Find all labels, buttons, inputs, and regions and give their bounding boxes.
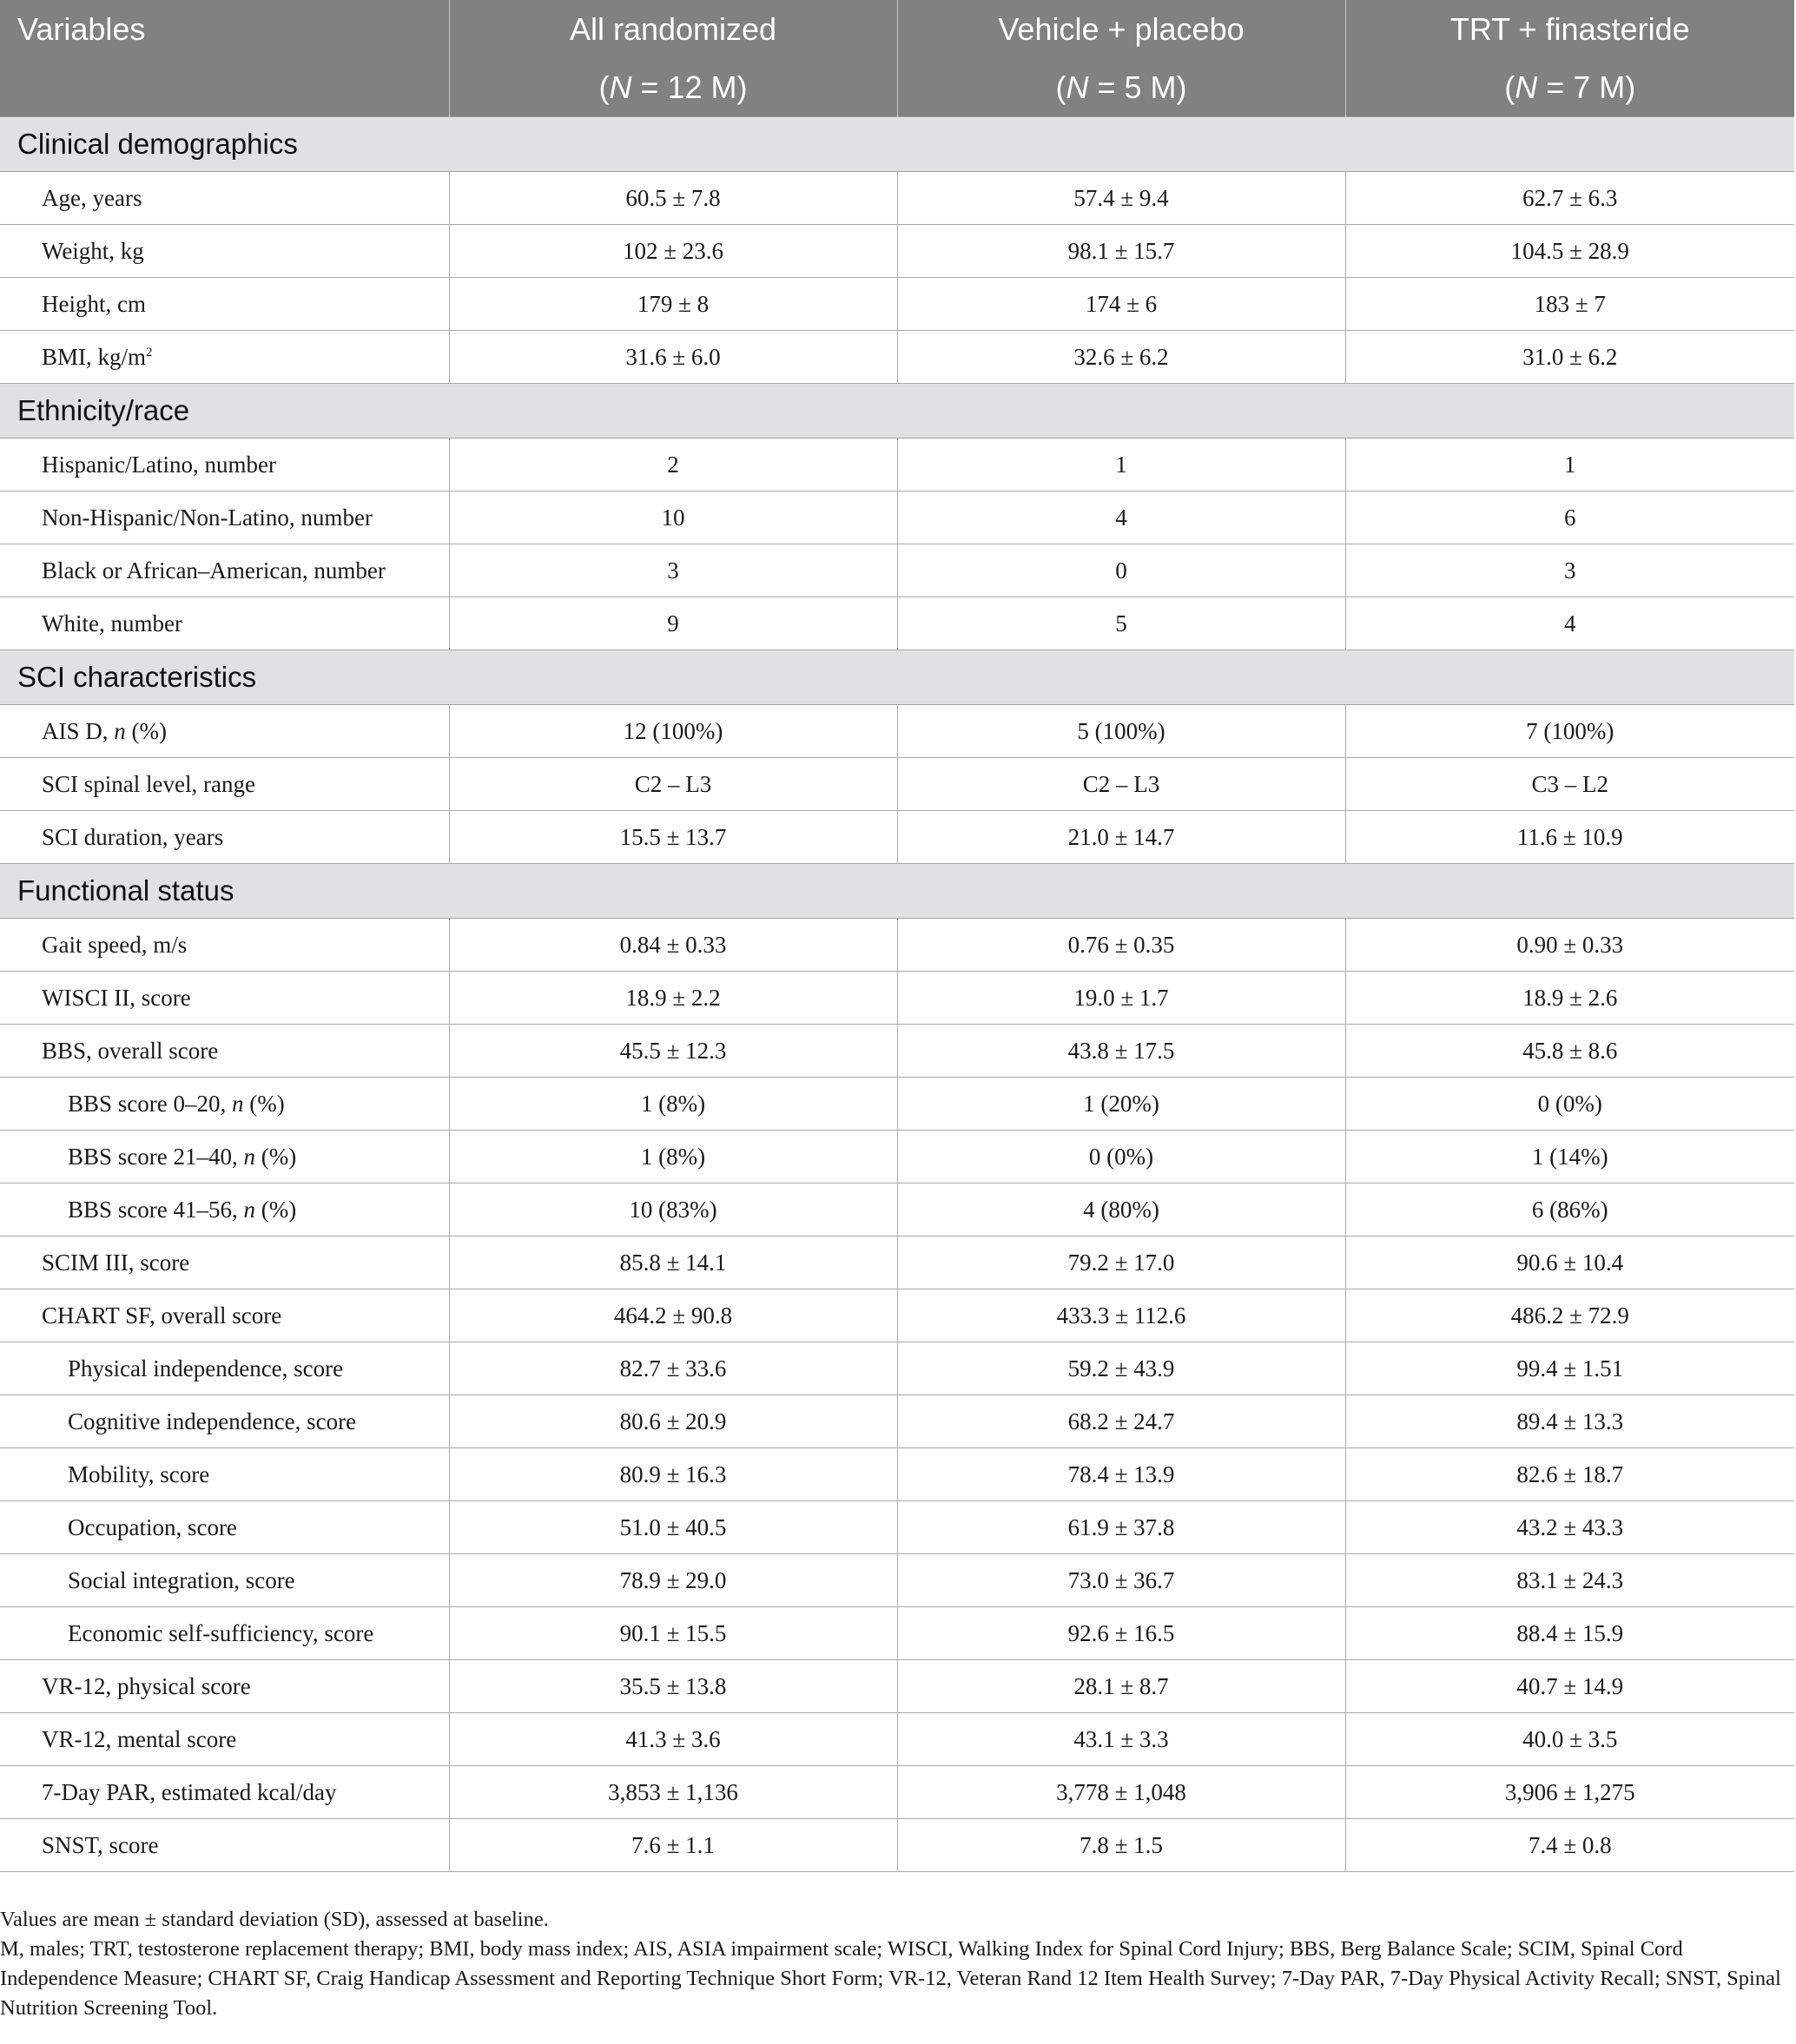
row-label — [0, 1819, 449, 1872]
table-cell: 21.0 ± 14.7 — [897, 811, 1345, 864]
row-label-suffix: (%) — [255, 1196, 297, 1223]
table-row — [0, 1236, 1794, 1289]
row-label-text: White, number — [42, 610, 182, 636]
table-cell: 0.84 ± 0.33 — [449, 919, 897, 972]
table-row — [0, 758, 1794, 811]
table-row — [0, 172, 1794, 225]
row-label-text: WISCI II, score — [42, 984, 191, 1011]
table-row — [0, 1395, 1794, 1448]
table-row — [0, 1342, 1794, 1395]
table-cell: 82.6 ± 18.7 — [1345, 1448, 1794, 1501]
table-row — [0, 1184, 1794, 1236]
table-cell: 179 ± 8 — [449, 278, 897, 331]
row-label — [0, 705, 449, 758]
table-cell: 433.3 ± 112.6 — [897, 1289, 1345, 1342]
row-label — [0, 225, 449, 278]
table-row — [0, 278, 1794, 331]
table-cell: 61.9 ± 37.8 — [897, 1501, 1345, 1554]
table-row — [0, 331, 1794, 384]
row-label-text: Economic self-sufficiency, score — [68, 1619, 374, 1646]
row-label-text: Age, years — [42, 184, 142, 211]
table-row — [0, 1078, 1794, 1131]
section-header-row — [0, 384, 1794, 438]
row-label-text: Gait speed, m/s — [42, 931, 188, 958]
table-cell: 3,853 ± 1,136 — [449, 1766, 897, 1819]
table-cell: 3 — [449, 544, 897, 597]
table-cell: 464.2 ± 90.8 — [449, 1289, 897, 1342]
table-cell: C2 – L3 — [897, 758, 1345, 811]
table-cell: 60.5 ± 7.8 — [449, 172, 897, 225]
row-label-text: CHART SF, overall score — [42, 1302, 282, 1329]
table-row — [0, 972, 1794, 1025]
table-row — [0, 811, 1794, 864]
row-label-suffix: (%) — [255, 1143, 297, 1170]
table-cell: 7 (100%) — [1345, 705, 1794, 758]
table-row — [0, 1554, 1794, 1607]
table-cell: 89.4 ± 13.3 — [1345, 1395, 1794, 1448]
table-cell: 4 — [1345, 597, 1794, 650]
table-cell: 183 ± 7 — [1345, 278, 1794, 331]
table-cell: 104.5 ± 28.9 — [1345, 225, 1794, 278]
header-n-trt: (N = 7 M) — [1345, 59, 1794, 117]
row-label-text: SCIM III, score — [42, 1249, 190, 1276]
table-cell: 28.1 ± 8.7 — [897, 1660, 1345, 1713]
table-cell: 3,778 ± 1,048 — [897, 1766, 1345, 1819]
table-cell: 68.2 ± 24.7 — [897, 1395, 1345, 1448]
table-row — [0, 1289, 1794, 1342]
table-cell: 78.4 ± 13.9 — [897, 1448, 1345, 1501]
row-label — [0, 758, 449, 811]
table-cell: 32.6 ± 6.2 — [897, 331, 1345, 384]
table-row — [0, 1660, 1794, 1713]
table-cell: C2 – L3 — [449, 758, 897, 811]
table-row — [0, 597, 1794, 650]
table-cell: 7.6 ± 1.1 — [449, 1819, 897, 1872]
row-label — [0, 172, 449, 225]
table-cell: 486.2 ± 72.9 — [1345, 1289, 1794, 1342]
table-cell: C3 – L2 — [1345, 758, 1794, 811]
row-label — [0, 1342, 449, 1395]
table-cell: 10 (83%) — [449, 1184, 897, 1236]
table-cell: 19.0 ± 1.7 — [897, 972, 1345, 1025]
table-cell: 73.0 ± 36.7 — [897, 1554, 1345, 1607]
row-label — [0, 972, 449, 1025]
table-footnotes — [0, 1905, 1789, 2023]
table-cell: 40.0 ± 3.5 — [1345, 1713, 1794, 1766]
header-variables: Variables — [0, 0, 449, 59]
row-label — [0, 278, 449, 331]
row-label — [0, 1554, 449, 1607]
table-cell: 43.8 ± 17.5 — [897, 1025, 1345, 1078]
table-cell: 45.5 ± 12.3 — [449, 1025, 897, 1078]
table-row — [0, 705, 1794, 758]
table-cell: 45.8 ± 8.6 — [1345, 1025, 1794, 1078]
table-row — [0, 225, 1794, 278]
row-label-text: Mobility, score — [68, 1460, 210, 1487]
table-cell: 6 (86%) — [1345, 1184, 1794, 1236]
row-label-text: BBS score 41–56, — [68, 1196, 244, 1223]
table-cell: 82.7 ± 33.6 — [449, 1342, 897, 1395]
table-cell: 99.4 ± 1.51 — [1345, 1342, 1794, 1395]
row-label-text: Hispanic/Latino, number — [42, 451, 276, 478]
header-blank — [0, 59, 449, 117]
table-cell: 0 (0%) — [1345, 1078, 1794, 1131]
row-label — [0, 1501, 449, 1554]
section-header-row — [0, 864, 1794, 919]
table-cell: 80.6 ± 20.9 — [449, 1395, 897, 1448]
row-label-italic: n — [243, 1196, 255, 1223]
row-label — [0, 811, 449, 864]
table-cell: 98.1 ± 15.7 — [897, 225, 1345, 278]
table-row — [0, 1819, 1794, 1872]
row-label-text: BBS score 21–40, — [68, 1143, 244, 1170]
section-title: Ethnicity/race — [0, 384, 1794, 438]
table-cell: 0.90 ± 0.33 — [1345, 919, 1794, 972]
table-cell: 78.9 ± 29.0 — [449, 1554, 897, 1607]
table-header — [0, 0, 1794, 117]
table-cell: 40.7 ± 14.9 — [1345, 1660, 1794, 1713]
row-label — [0, 438, 449, 491]
table-cell: 102 ± 23.6 — [449, 225, 897, 278]
table-cell: 1 (8%) — [449, 1131, 897, 1184]
row-label-text: VR-12, mental score — [42, 1725, 237, 1752]
row-label-italic: n — [114, 717, 126, 744]
row-label-text: Social integration, score — [68, 1566, 295, 1593]
table-row — [0, 544, 1794, 597]
section-header-row — [0, 117, 1794, 172]
row-label — [0, 1289, 449, 1342]
row-label-text: Height, cm — [42, 290, 146, 317]
row-label-italic: n — [243, 1143, 255, 1170]
row-label — [0, 919, 449, 972]
row-label — [0, 1766, 449, 1819]
table-cell: 43.2 ± 43.3 — [1345, 1501, 1794, 1554]
table-cell: 59.2 ± 43.9 — [897, 1342, 1345, 1395]
table-row — [0, 438, 1794, 491]
table-cell: 31.6 ± 6.0 — [449, 331, 897, 384]
row-label-suffix: (%) — [125, 717, 167, 744]
table-cell: 41.3 ± 3.6 — [449, 1713, 897, 1766]
table-cell: 18.9 ± 2.2 — [449, 972, 897, 1025]
section-title: SCI characteristics — [0, 650, 1794, 705]
table-cell: 79.2 ± 17.0 — [897, 1236, 1345, 1289]
table-cell: 7.4 ± 0.8 — [1345, 1819, 1794, 1872]
row-label-text: Weight, kg — [42, 237, 144, 264]
table-row — [0, 1607, 1794, 1660]
table-cell: 51.0 ± 40.5 — [449, 1501, 897, 1554]
table-cell: 0 — [897, 544, 1345, 597]
header-group-all: All randomized — [449, 0, 897, 59]
row-label-text: Non-Hispanic/Non-Latino, number — [42, 504, 373, 531]
table-row — [0, 1448, 1794, 1501]
table-cell: 92.6 ± 16.5 — [897, 1607, 1345, 1660]
row-label — [0, 491, 449, 544]
table-cell: 1 — [897, 438, 1345, 491]
row-label-text: BBS score 0–20, — [68, 1090, 232, 1117]
row-label — [0, 1607, 449, 1660]
table-cell: 85.8 ± 14.1 — [449, 1236, 897, 1289]
row-label-text: Occupation, score — [68, 1513, 237, 1540]
row-label — [0, 1713, 449, 1766]
row-label-text: SCI spinal level, range — [42, 770, 255, 797]
table-row — [0, 1025, 1794, 1078]
table-cell: 11.6 ± 10.9 — [1345, 811, 1794, 864]
table-cell: 4 — [897, 491, 1345, 544]
row-label — [0, 544, 449, 597]
header-n-vehicle: (N = 5 M) — [897, 59, 1345, 117]
row-label-text: SNST, score — [42, 1831, 159, 1858]
row-label-text: Black or African–American, number — [42, 557, 386, 584]
table-cell: 1 — [1345, 438, 1794, 491]
footnote-values: Values are mean ± standard deviation (SD), assessed at baseline. — [0, 1908, 549, 1931]
row-label-text: BBS, overall score — [42, 1037, 219, 1064]
table-cell: 15.5 ± 13.7 — [449, 811, 897, 864]
table-row — [0, 1713, 1794, 1766]
table-cell: 62.7 ± 6.3 — [1345, 172, 1794, 225]
table-cell: 174 ± 6 — [897, 278, 1345, 331]
table-cell: 90.6 ± 10.4 — [1345, 1236, 1794, 1289]
table-cell: 4 (80%) — [897, 1184, 1345, 1236]
table-row — [0, 1766, 1794, 1819]
table-cell: 5 (100%) — [897, 705, 1345, 758]
row-label-text: Physical independence, score — [68, 1355, 344, 1381]
table-cell: 10 — [449, 491, 897, 544]
table-row — [0, 919, 1794, 972]
table-row — [0, 1501, 1794, 1554]
footnote-abbreviations: M, males; TRT, testosterone replacement therapy; BMI, body mass index; AIS, ASIA impairment scale; WISCI, Walking Index for Spinal Cord Injury; BBS, Berg Balance Scale; SCIM, Spinal Cord Independence Measure; CHART SF, Craig Handicap Assessment and Reporting Technique Short Form; VR-12, Veteran Rand 12 Item Health Survey; 7-Day PAR, 7-Day Physical Activity Recall; SNST, Spinal Nutrition Screening Tool. — [0, 1937, 1781, 2020]
section-header-row — [0, 650, 1794, 705]
row-label-text: VR-12, physical score — [42, 1672, 251, 1699]
table-cell: 0.76 ± 0.35 — [897, 919, 1345, 972]
row-label — [0, 1236, 449, 1289]
table-cell: 1 (14%) — [1345, 1131, 1794, 1184]
table-cell: 83.1 ± 24.3 — [1345, 1554, 1794, 1607]
row-label-italic: n — [232, 1090, 244, 1117]
row-label-text: BMI, kg/m — [42, 343, 147, 370]
row-label — [0, 1448, 449, 1501]
table-cell: 43.1 ± 3.3 — [897, 1713, 1345, 1766]
table-cell: 2 — [449, 438, 897, 491]
table-row — [0, 491, 1794, 544]
row-label-text: Cognitive independence, score — [68, 1408, 357, 1434]
row-label — [0, 1078, 449, 1131]
row-label-superscript: 2 — [146, 345, 153, 359]
row-label — [0, 1395, 449, 1448]
table-row — [0, 1131, 1794, 1184]
row-label-suffix: (%) — [243, 1090, 285, 1117]
table-cell: 90.1 ± 15.5 — [449, 1607, 897, 1660]
row-label — [0, 1184, 449, 1236]
row-label — [0, 1660, 449, 1713]
table-cell: 12 (100%) — [449, 705, 897, 758]
row-label — [0, 597, 449, 650]
row-label — [0, 1131, 449, 1184]
header-group-trt: TRT + finasteride — [1345, 0, 1794, 59]
table-cell: 88.4 ± 15.9 — [1345, 1607, 1794, 1660]
table-cell: 1 (8%) — [449, 1078, 897, 1131]
table-cell: 31.0 ± 6.2 — [1345, 331, 1794, 384]
table-cell: 6 — [1345, 491, 1794, 544]
header-group-vehicle: Vehicle + placebo — [897, 0, 1345, 59]
table-cell: 1 (20%) — [897, 1078, 1345, 1131]
header-n-all: (N = 12 M) — [449, 59, 897, 117]
row-label-text: SCI duration, years — [42, 823, 224, 850]
table-cell: 5 — [897, 597, 1345, 650]
table-cell: 80.9 ± 16.3 — [449, 1448, 897, 1501]
table-cell: 7.8 ± 1.5 — [897, 1819, 1345, 1872]
row-label-text: 7-Day PAR, estimated kcal/day — [42, 1778, 337, 1805]
table-cell: 9 — [449, 597, 897, 650]
table-cell: 3 — [1345, 544, 1794, 597]
table-cell: 35.5 ± 13.8 — [449, 1660, 897, 1713]
table-cell: 57.4 ± 9.4 — [897, 172, 1345, 225]
table-cell: 3,906 ± 1,275 — [1345, 1766, 1794, 1819]
row-label-text: AIS D, — [42, 717, 115, 744]
row-label — [0, 331, 449, 384]
table-body — [0, 117, 1794, 1872]
row-label — [0, 1025, 449, 1078]
table-cell: 0 (0%) — [897, 1131, 1345, 1184]
table-cell: 18.9 ± 2.6 — [1345, 972, 1794, 1025]
section-title: Clinical demographics — [0, 117, 1794, 172]
section-title: Functional status — [0, 864, 1794, 919]
